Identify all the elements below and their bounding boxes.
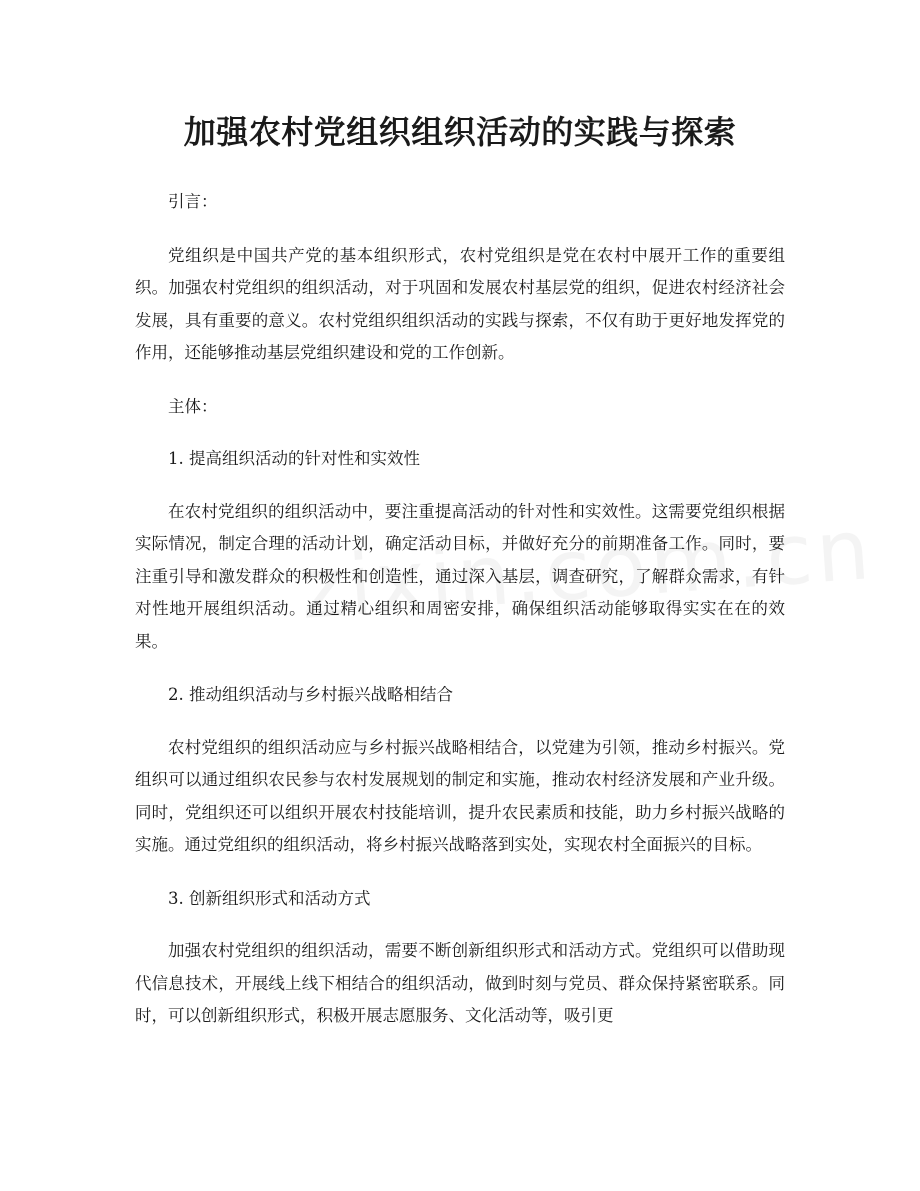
section-heading-2: 2. 推动组织活动与乡村振兴战略相结合	[168, 685, 453, 704]
section-heading-3: 3. 创新组织形式和活动方式	[168, 888, 371, 908]
section-heading-1: 1. 提高组织活动的针对性和实效性	[168, 449, 420, 468]
section-paragraph-1: 在农村党组织的组织活动中，要注重提高活动的针对性和实效性。这需要党组织根据实际情况，制定合理的活动计划，确定活动目标，并做好充分的前期准备工作。同时，要注重引导和激发群众的积极性和创造性，通过深入基层，调查研究，了解群众需求，有针对性地开展组织活动。通过精心组织和周密安排，确保组织活动能够取得实实在在的效果。	[135, 501, 785, 651]
section-paragraph-3: 加强农村党组织的组织活动，需要不断创新组织形式和活动方式。党组织可以借助现代信息技术，开展线上线下相结合的组织活动，做到时刻与党员、群众保持紧密联系。同时，可以创新组织形式，积极开展志愿服务、文化活动等，吸引更	[135, 941, 785, 1025]
page-title: 加强农村党组织组织活动的实践与探索	[183, 113, 737, 151]
intro-label: 引言：	[168, 192, 218, 211]
section-paragraph-2: 农村党组织的组织活动应与乡村振兴战略相结合，以党建为引领，推动乡村振兴。党组织可以通过组织农民参与农村发展规划的制定和实施，推动农村经济发展和产业升级。同时，党组织还可以组织开展农村技能培训，提升农民素质和技能，助力乡村振兴战略的实施。通过党组织的组织活动，将乡村振兴战略落到实处，实现农村全面振兴的目标。	[135, 737, 785, 854]
intro-paragraph: 党组织是中国共产党的基本组织形式，农村党组织是党在农村中展开工作的重要组织。加强农村党组织的组织活动，对于巩固和发展农村基层党的组织，促进农村经济社会发展，具有重要的意义。农村党组织组织活动的实践与探索，不仅有助于更好地发挥党的作用，还能够推动基层党组织建设和党的工作创新。	[135, 245, 785, 362]
document-body	[135, 186, 785, 1033]
body-label: 主体：	[168, 396, 218, 416]
